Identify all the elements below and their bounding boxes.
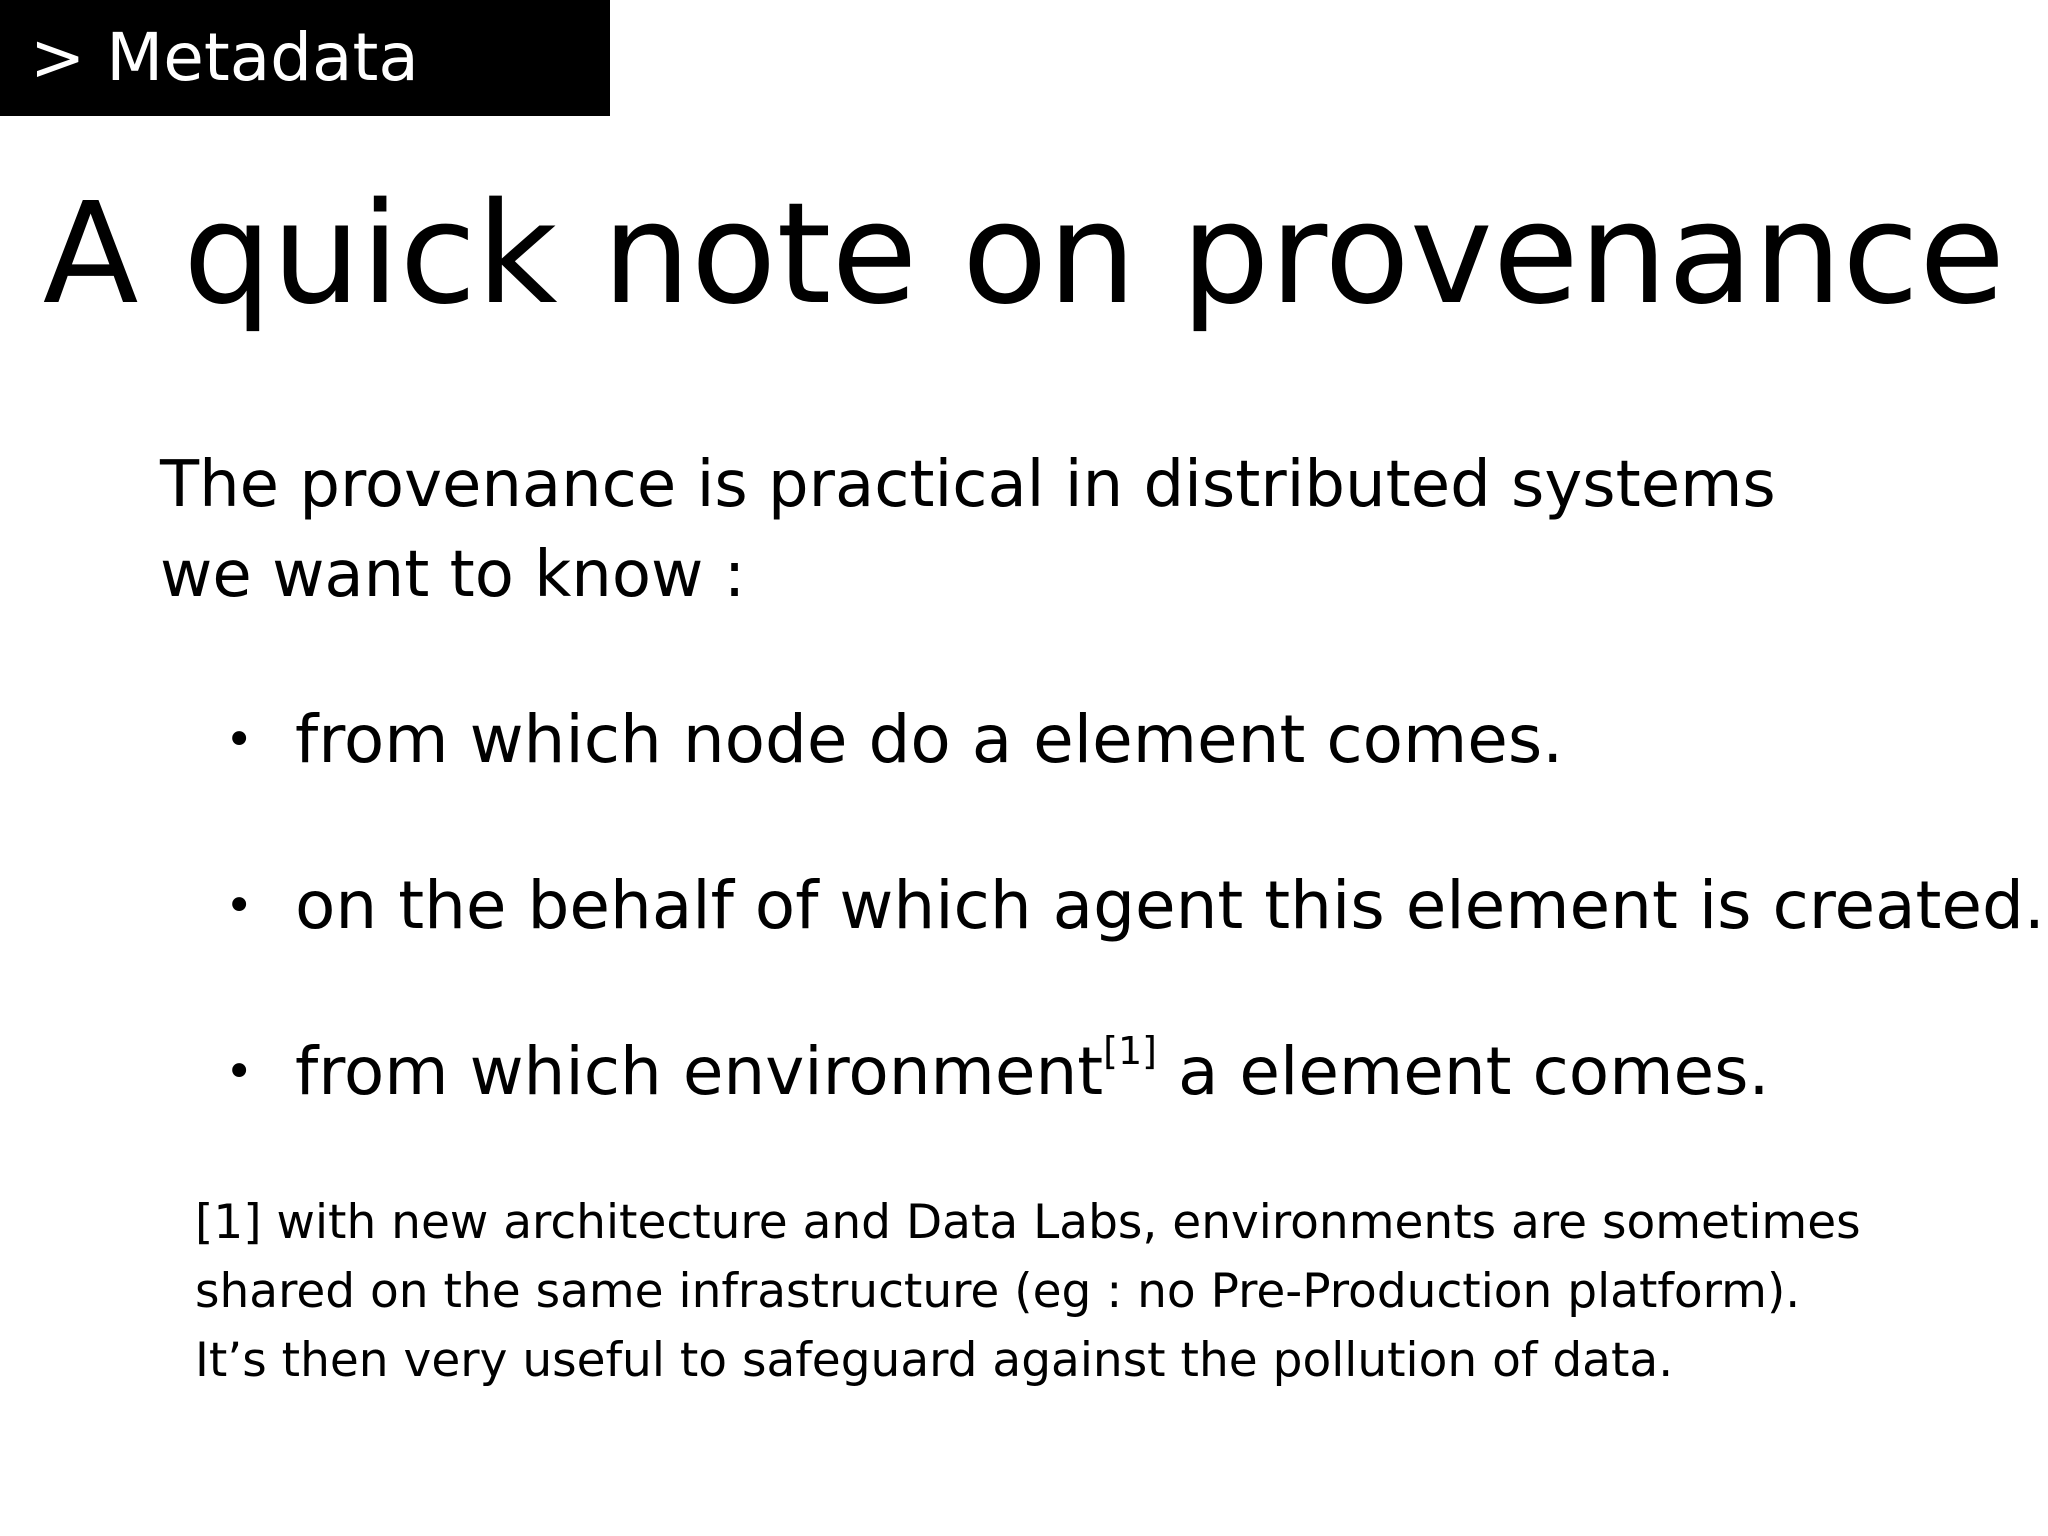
- intro-text: The provenance is practical in distributed systems we want to know :: [160, 448, 1776, 612]
- bullet-text: from which node do a element comes.: [295, 701, 1564, 778]
- footnote-line: shared on the same infrastructure (eg : no Pre-Production platform).: [195, 1264, 1801, 1319]
- bullet-marker: •: [225, 1044, 254, 1100]
- bullet-list: [225, 695, 2045, 1193]
- slide-title: A quick note on provenance: [42, 173, 2006, 336]
- footnote-reference: [1]: [1103, 1029, 1157, 1073]
- bullet-marker: •: [225, 712, 254, 768]
- bullet-item: [225, 695, 2025, 861]
- bullet-text-start: from which environment: [295, 1033, 1104, 1110]
- footnote-line: [1] with new architecture and Data Labs, environments are sometimes: [195, 1195, 1861, 1250]
- bullet-item: [225, 1027, 2025, 1193]
- footnote-line: It’s then very useful to safeguard against the pollution of data.: [195, 1333, 1674, 1388]
- bullet-text: on the behalf of which agent this element is created.: [295, 867, 2045, 944]
- bullet-item: [225, 861, 2045, 1027]
- bullet-marker: •: [225, 878, 254, 934]
- bullet-text-end: a element comes.: [1156, 1033, 1770, 1110]
- footnote: [195, 1188, 1975, 1395]
- bullet-text: [295, 1027, 1769, 1117]
- section-tag: > Metadata: [0, 0, 610, 116]
